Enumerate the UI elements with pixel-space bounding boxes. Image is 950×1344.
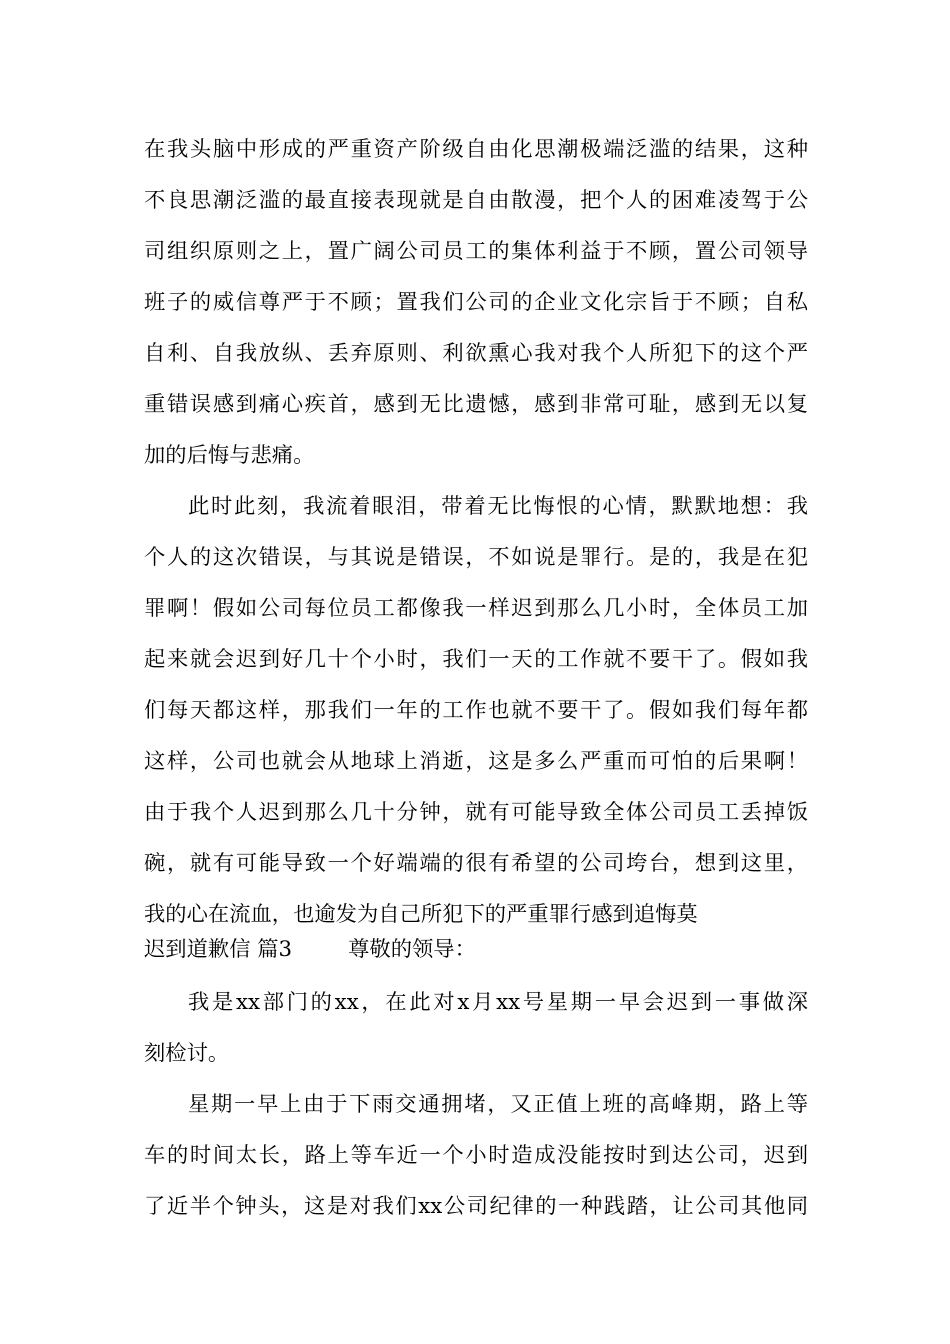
text-line: 了近半个钟头，这是对我们xx公司纪律的一种践踏，让公司其他同	[144, 1194, 808, 1219]
text-line: 罪啊！假如公司每位员工都像我一样迟到那么几小时，全体员工加	[144, 596, 808, 621]
text-line: 自利、自我放纵、丢弃原则、利欲熏心我对我个人所犯下的这个严	[144, 341, 808, 366]
paragraph-end-line: 加的后悔与悲痛。	[144, 443, 315, 468]
text-line: 由于我个人迟到那么几十分钟，就有可能导致全体公司员工丢掉饭	[144, 800, 808, 825]
text-line: 重错误感到痛心疾首，感到无比遗憾，感到非常可耻，感到无以复	[144, 392, 808, 417]
text-line: 司组织原则之上，置广阔公司员工的集体利益于不顾，置公司领导	[144, 239, 808, 264]
paragraph-first-line: 我是xx部门的xx，在此对x月xx号星期一早会迟到一事做深	[188, 990, 808, 1015]
salutation: 尊敬的领导：	[348, 937, 476, 962]
paragraph-end-line: 刻检讨。	[144, 1041, 230, 1066]
text-line: 碗，就有可能导致一个好端端的很有希望的公司垮台，想到这里，	[144, 851, 808, 876]
text-line: 们每天都这样，那我们一年的工作也就不要干了。假如我们每年都	[144, 698, 808, 723]
paragraph-first-line: 星期一早上由于下雨交通拥堵，又正值上班的高峰期，路上等	[188, 1092, 808, 1117]
text-line: 个人的这次错误，与其说是错误，不如说是罪行。是的，我是在犯	[144, 545, 808, 570]
text-line: 在我头脑中形成的严重资产阶级自由化思潮极端泛滥的结果，这种	[144, 137, 808, 162]
paragraph-end-line: 我的心在流血，也逾发为自己所犯下的严重罪行感到追悔莫	[144, 902, 698, 927]
text-line: 车的时间太长，路上等车近一个小时造成没能按时到达公司，迟到	[144, 1143, 808, 1168]
text-line: 起来就会迟到好几十个小时，我们一天的工作就不要干了。假如我	[144, 647, 808, 672]
text-line: 不良思潮泛滥的最直接表现就是自由散漫，把个人的困难凌驾于公	[144, 188, 808, 213]
section-heading	[144, 930, 808, 970]
paragraph-first-line: 此时此刻，我流着眼泪，带着无比悔恨的心情，默默地想：我	[188, 494, 808, 519]
text-line: 班子的威信尊严于不顾；置我们公司的企业文化宗旨于不顾；自私	[144, 290, 808, 315]
text-line: 这样，公司也就会从地球上消逝，这是多么严重而可怕的后果啊！	[144, 749, 808, 774]
heading-title: 迟到道歉信 篇3	[144, 937, 293, 962]
